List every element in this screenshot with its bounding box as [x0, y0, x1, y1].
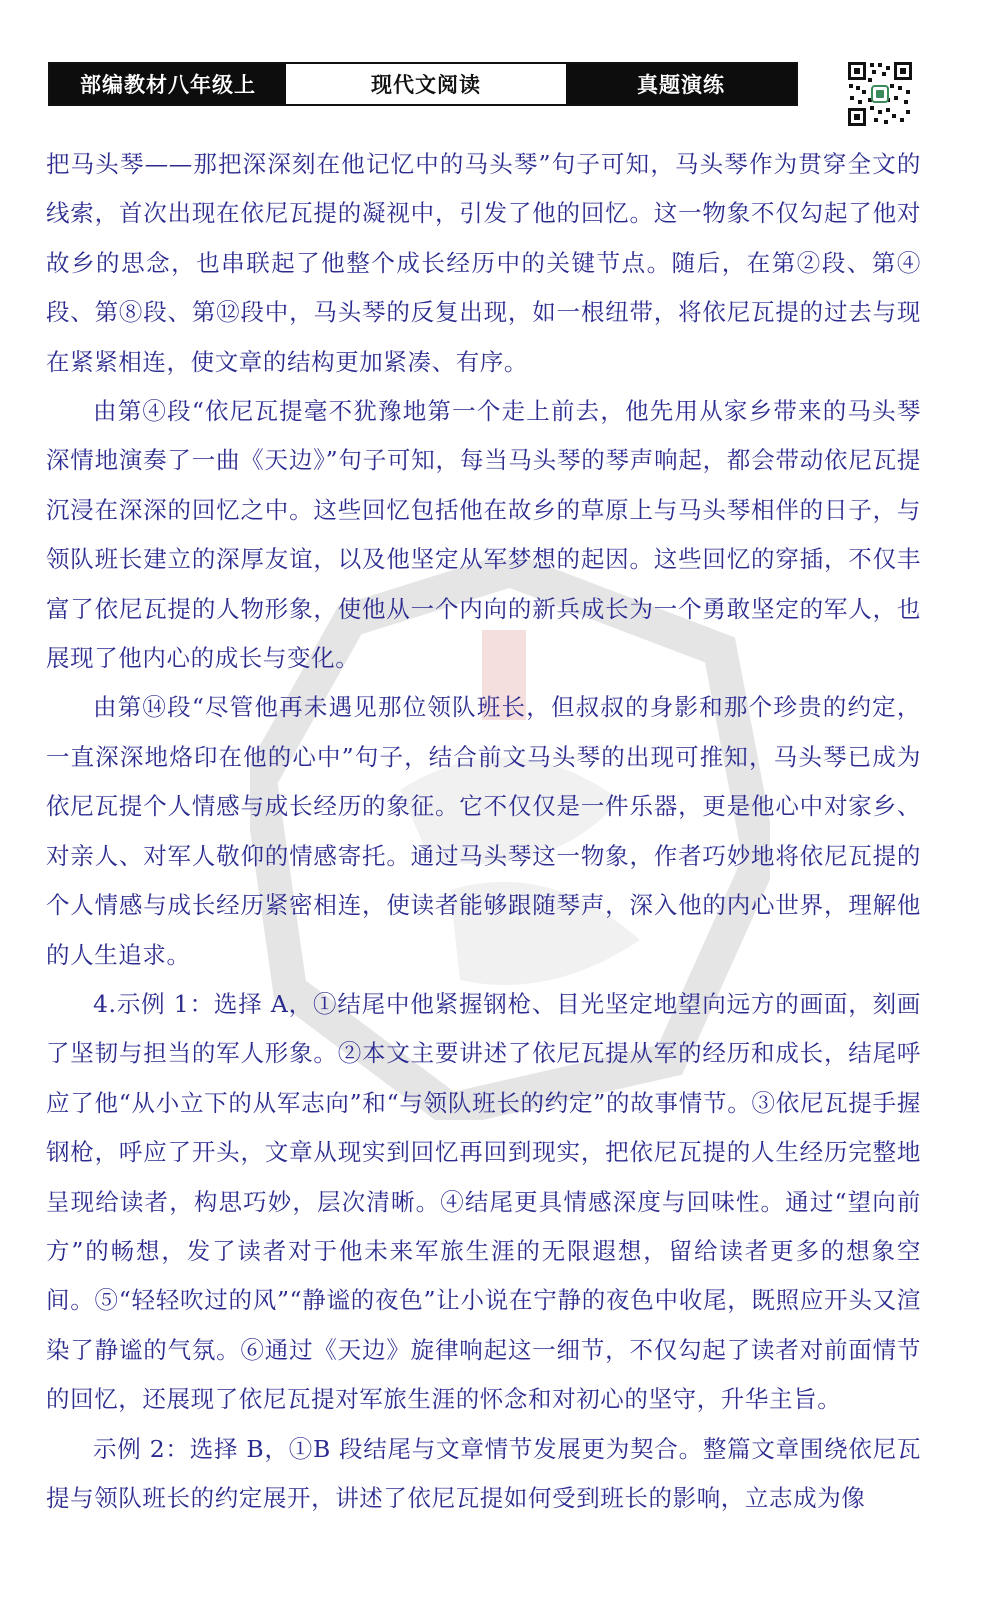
paragraph-4: 4.示例 1：选择 A，①结尾中他紧握钢枪、目光坚定地望向远方的画面，刻画了坚韧与担当的军人形象。②本文主要讲述了依尼瓦提从军的经历和成长，结尾呼应了他“从小立下的从军志向”和“与领队班长的约定”的故事情节。③依尼瓦提手握钢枪，呼应了开头，文章从现实到回忆再回到现实，把依尼瓦提的人生经历完整地呈现给读者，构思巧妙，层次清晰。④结尾更具情感深度与回味性。通过“望向前方”的畅想，发了读者对于他未来军旅生涯的无限遐想，留给读者更多的想象空间。⑤“轻轻吹过的风”“静谧的夜色”让小说在宁静的夜色中收尾，既照应开头又渲染了静谧的气氛。⑥通过《天边》旋律响起这一细节，不仅勾起了读者对前面情节的回忆，还展现了依尼瓦提对军旅生涯的怀念和对初心的坚守，升华主旨。	[46, 989, 921, 1414]
paragraph-2: 由第④段“依尼瓦提毫不犹豫地第一个走上前去，他先用从家乡带来的马头琴深情地演奏了一曲《天边》”句子可知，每当马头琴的琴声响起，都会带动依尼瓦提沉浸在深深的回忆之中。这些回忆包括他在故乡的草原上与马头琴相伴的日子，与领队班长建立的深厚友谊，以及他坚定从军梦想的起因。这些回忆的穿插，不仅丰富了依尼瓦提的人物形象，使他从一个内向的新兵成长为一个勇敢坚定的军人，也展现了他内心的成长与变化。	[46, 397, 921, 673]
answer-text	[46, 140, 921, 1523]
header-bar	[48, 62, 798, 106]
paragraph-5: 示例 2：选择 B，①B 段结尾与文章情节发展更为契合。整篇文章围绕依尼瓦提与领队班长的约定展开，讲述了依尼瓦提如何受到班长的影响，立志成为像	[46, 1434, 921, 1512]
qr-code-icon[interactable]	[846, 60, 914, 128]
header-textbook-label: 部编教材八年级上	[50, 64, 286, 104]
header-practice-label: 真题演练	[566, 64, 796, 104]
header-section-label: 现代文阅读	[286, 64, 566, 104]
paragraph-3: 由第⑭段“尽管他再未遇见那位领队班长，但叔叔的身影和那个珍贵的约定，一直深深地烙印在他的心中”句子，结合前文马头琴的出现可推知，马头琴已成为依尼瓦提个人情感与成长经历的象征。它不仅仅是一件乐器，更是他心中对家乡、对亲人、对军人敬仰的情感寄托。通过马头琴这一物象，作者巧妙地将依尼瓦提的个人情感与成长经历紧密相连，使读者能够跟随琴声，深入他的内心世界，理解他的人生追求。	[46, 693, 921, 969]
paragraph-1: 把马头琴——那把深深刻在他记忆中的马头琴”句子可知，马头琴作为贯穿全文的线索，首次出现在依尼瓦提的凝视中，引发了他的回忆。这一物象不仅勾起了他对故乡的思念，也串联起了他整个成长经历中的关键节点。随后，在第②段、第④段、第⑧段、第⑫段中，马头琴的反复出现，如一根纽带，将依尼瓦提的过去与现在紧紧相连，使文章的结构更加紧凑、有序。	[46, 150, 921, 376]
